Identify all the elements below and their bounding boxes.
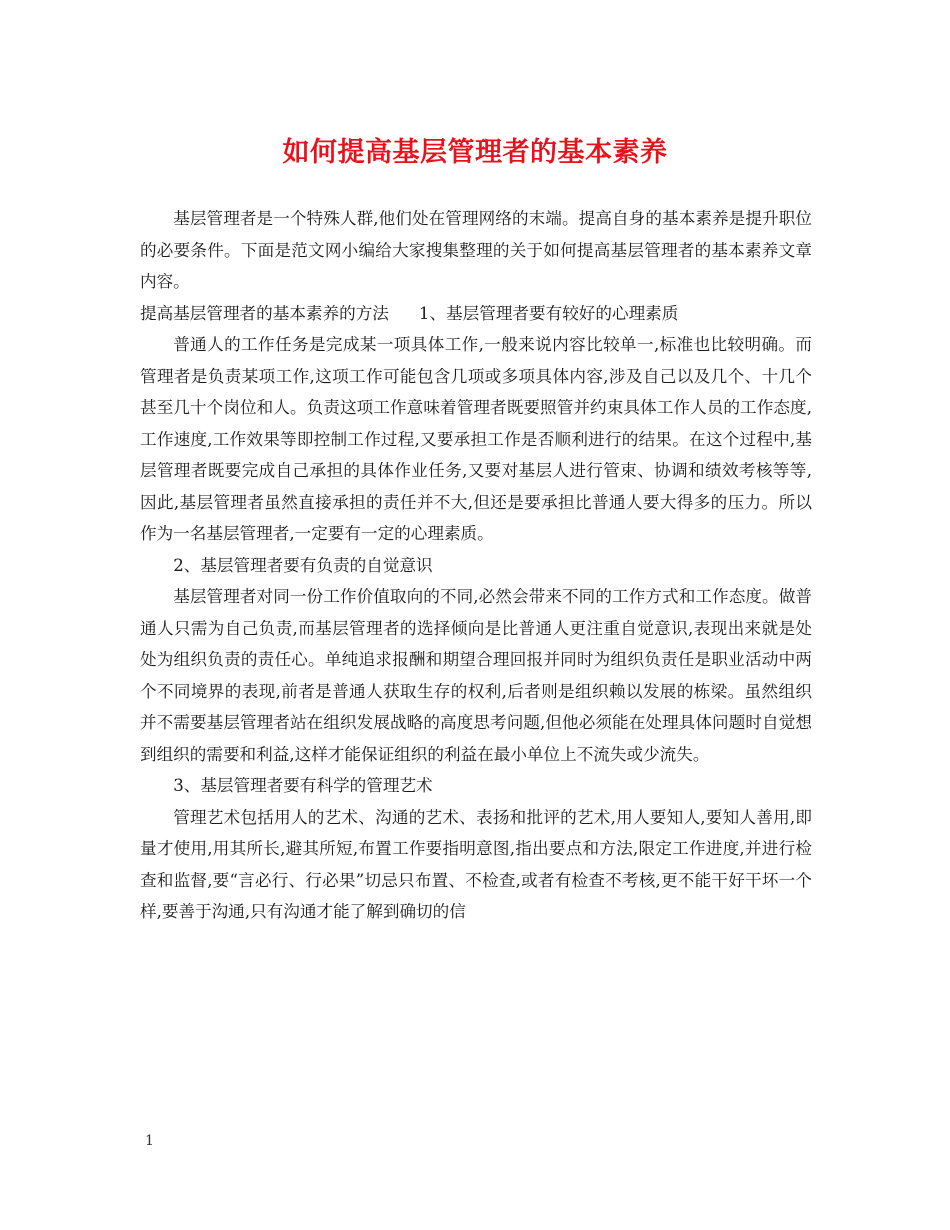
document-title: 如何提高基层管理者的基本素养 xyxy=(282,137,668,168)
section2-heading: 2、基层管理者要有负责的自觉意识 xyxy=(173,555,433,575)
page-number: 1 xyxy=(145,1133,154,1149)
methods-heading: 提高基层管理者的基本素养的方法 xyxy=(140,303,389,323)
section1-heading: 1、基层管理者要有较好的心理素质 xyxy=(418,303,679,323)
section1-paragraph: 普通人的工作任务是完成某一项具体工作,一般来说内容比较单一,标准也比较明确。而管理者是负责某项工作,这项工作可能包含几项或多项具体内容,涉及自己以及几个、十几个甚至几十个岗位和人。负责这项工作意味着管理者既要照管并约束具体工作人员的工作态度,工作速度,工作效果等即控制工作过程,又要承担工作是否顺利进行的结果。在这个过程中,基层管理者既要完成自己承担的具体作业任务,又要对基层人进行管束、协调和绩效考核等等,因此,基层管理者虽然直接承担的责任并不大,但还是要承担比普通人要大得多的压力。所以作为一名基层管理者,一定要有一定的心理素质。 xyxy=(140,335,812,543)
methods-heading-line xyxy=(140,298,812,330)
intro-paragraph: 基层管理者是一个特殊人群,他们处在管理网络的末端。提高自身的基本素养是提升职位的必要条件。下面是范文网小编给大家搜集整理的关于如何提高基层管理者的基本素养文章内容。 xyxy=(140,209,812,291)
section3-paragraph: 管理艺术包括用人的艺术、沟通的艺术、表扬和批评的艺术,用人要知人,要知人善用,即量才使用,用其所长,避其所短,布置工作要指明意图,指出要点和方法,限定工作进度,并进行检查和监督,要“言必行、行必果”切忌只布置、不检查,或者有检查不考核,更不能干好干坏一个样,要善于沟通,只有沟通才能了解到确切的信 xyxy=(140,807,812,921)
section3-heading: 3、基层管理者要有科学的管理艺术 xyxy=(173,776,433,795)
document-body xyxy=(140,203,812,928)
section2-paragraph: 基层管理者对同一份工作价值取向的不同,必然会带来不同的工作方式和工作态度。做普通人只需为自己负责,而基层管理者的选择倾向是比普通人更注重自觉意识,表现出来就是处处为组织负责的责任心。单纯追求报酬和期望合理回报并同时为组织负责任是职业活动中两个不同境界的表现,前者是普通人获取生存的权利,后者则是组织赖以发展的栋梁。虽然组织并不需要基层管理者站在组织发展战略的高度思考问题,但他必须能在处理具体问题时自觉想到组织的需要和利益,这样才能保证组织的利益在最小单位上不流失或少流失。 xyxy=(140,587,812,764)
